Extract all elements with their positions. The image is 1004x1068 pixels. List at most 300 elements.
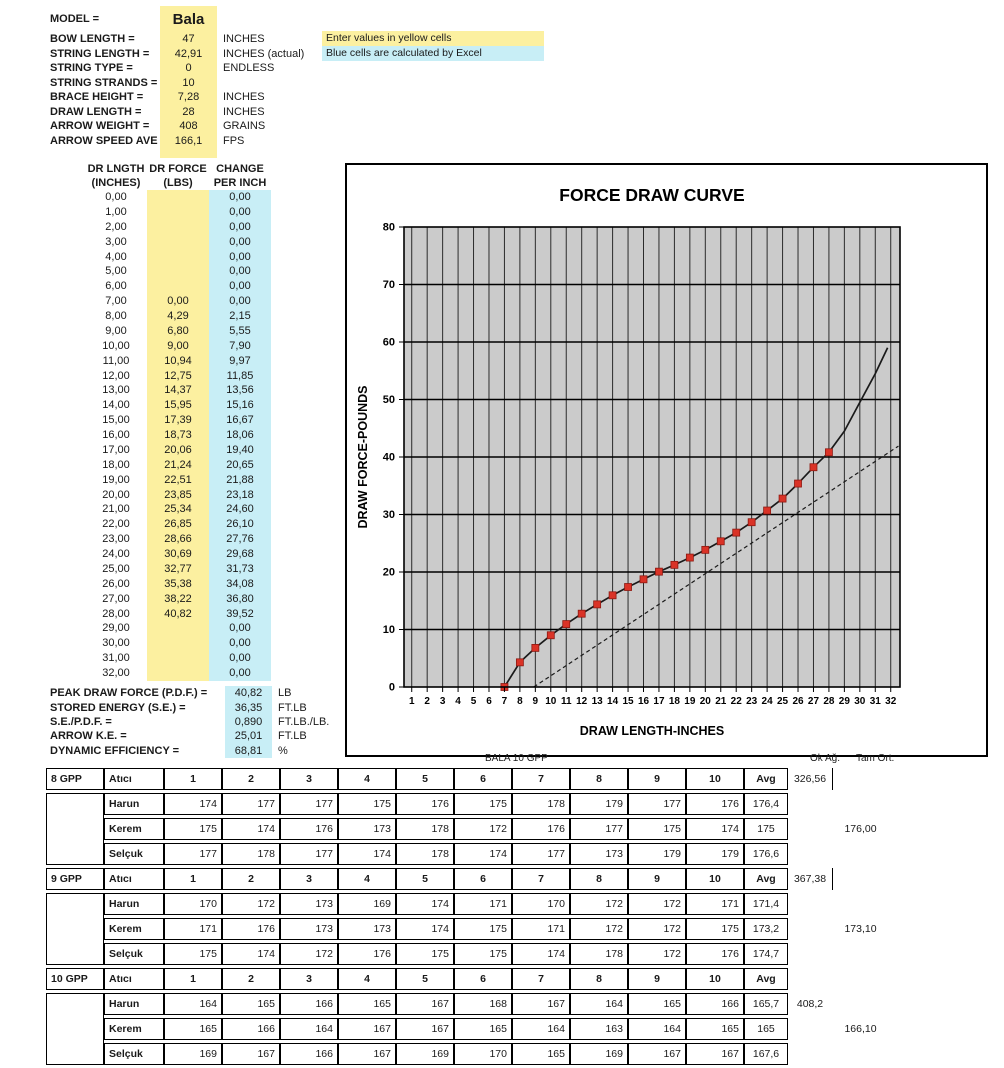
x-tick-label: 13 <box>591 696 603 707</box>
draw-force-cell[interactable] <box>147 621 209 636</box>
score-cell: 175 <box>686 918 744 940</box>
y-axis-title: DRAW FORCE-POUNDS <box>356 385 370 529</box>
shooter-row <box>46 993 889 1015</box>
change-per-inch-cell: 2,15 <box>209 309 271 324</box>
tam-ort-value-cell <box>832 793 889 815</box>
summary-row <box>50 686 329 700</box>
summary-unit: FT.LB <box>278 730 307 743</box>
change-per-inch-cell: 16,67 <box>209 413 271 428</box>
change-per-inch-cell: 0,00 <box>209 279 271 294</box>
avg-value-cell: 176,6 <box>744 843 788 865</box>
x-tick-label: 4 <box>455 696 461 707</box>
y-tick-label: 30 <box>382 509 395 521</box>
x-tick-label: 26 <box>792 696 804 707</box>
draw-length-cell: 0,00 <box>105 191 127 203</box>
y-tick-label: 70 <box>382 279 395 291</box>
shooter-name-cell: Harun <box>104 993 164 1015</box>
param-value-cell <box>160 148 217 158</box>
y-tick-label: 10 <box>382 624 395 636</box>
x-tick-label: 15 <box>622 696 634 707</box>
draw-force-cell[interactable]: 23,85 <box>147 488 209 503</box>
force-draw-chart <box>345 163 988 757</box>
draw-length-cell: 25,00 <box>102 562 130 575</box>
draw-force-cell[interactable]: 4,29 <box>147 309 209 324</box>
score-cell: 175 <box>454 793 512 815</box>
shot-number-header-cell: 9 <box>628 768 686 790</box>
force-table-body <box>85 190 271 681</box>
score-cell: 179 <box>628 843 686 865</box>
score-cell: 170 <box>512 893 570 915</box>
gpp-label-cell: 8 GPP <box>46 768 104 790</box>
change-per-inch-cell: 9,97 <box>209 354 271 369</box>
draw-force-cell[interactable] <box>147 190 209 205</box>
force-table-header-line1 <box>85 163 271 177</box>
force-col-header: DR FORCE <box>149 163 207 175</box>
data-point-marker <box>733 529 740 536</box>
change-per-inch-cell: 0,00 <box>209 205 271 220</box>
avg-value-cell: 167,6 <box>744 1043 788 1065</box>
shot-number-header-cell: 5 <box>396 968 454 990</box>
param-label: ARROW WEIGHT = <box>50 120 150 133</box>
score-cell: 165 <box>338 993 396 1015</box>
shot-number-header-cell: 5 <box>396 768 454 790</box>
draw-length-cell: 2,00 <box>105 220 127 233</box>
ok-ag-value-cell <box>788 893 832 915</box>
shooter-row <box>46 843 889 865</box>
score-cell: 171 <box>454 893 512 915</box>
draw-length-cell: 1,00 <box>105 205 127 218</box>
param-label: ARROW SPEED AVE <box>50 134 158 147</box>
score-cell: 177 <box>280 793 338 815</box>
change-per-inch-cell: 0,00 <box>209 250 271 265</box>
x-tick-label: 31 <box>869 696 881 707</box>
draw-length-cell: 21,00 <box>102 503 130 516</box>
draw-force-cell[interactable] <box>147 235 209 250</box>
param-value-cell[interactable]: 42,91 <box>160 47 217 62</box>
draw-force-cell[interactable] <box>147 205 209 220</box>
force-table-header-line2 <box>85 177 271 191</box>
score-cell: 174 <box>396 918 454 940</box>
shooter-name-cell: Harun <box>104 893 164 915</box>
score-cell: 165 <box>512 1043 570 1065</box>
score-cell: 177 <box>164 843 222 865</box>
force-col-header: CHANGE <box>216 163 264 175</box>
avg-value-cell: 171,4 <box>744 893 788 915</box>
change-per-inch-cell: 36,80 <box>209 592 271 607</box>
draw-force-cell[interactable]: 25,34 <box>147 502 209 517</box>
score-cell: 170 <box>164 893 222 915</box>
ok-ag-value-cell: 367,38 <box>793 873 827 885</box>
score-cell: 172 <box>280 943 338 965</box>
change-per-inch-cell: 0,00 <box>209 264 271 279</box>
draw-length-cell: 32,00 <box>102 667 130 679</box>
x-tick-label: 20 <box>699 696 711 707</box>
summary-value-cell: 25,01 <box>225 729 272 743</box>
shot-number-header-cell: 4 <box>338 868 396 890</box>
data-point-marker <box>702 546 709 553</box>
draw-length-cell: 31,00 <box>102 652 130 665</box>
shooter-name-cell: Kerem <box>104 1018 164 1040</box>
param-row <box>50 90 304 105</box>
change-per-inch-cell: 7,90 <box>209 339 271 354</box>
score-cell: 175 <box>164 943 222 965</box>
gpp-span-cell <box>46 793 104 865</box>
draw-force-cell[interactable]: 15,95 <box>147 398 209 413</box>
param-unit: INCHES <box>223 91 265 104</box>
ok-ag-value-cell <box>788 818 832 840</box>
shot-number-header-cell: 10 <box>686 968 744 990</box>
param-unit: INCHES (actual) <box>223 47 305 60</box>
summary-label: S.E./P.D.F. = <box>50 715 112 728</box>
x-tick-label: 21 <box>715 696 727 707</box>
shot-number-header-cell: 4 <box>338 968 396 990</box>
draw-force-cell[interactable]: 6,80 <box>147 324 209 339</box>
x-tick-label: 28 <box>823 696 835 707</box>
draw-force-cell[interactable]: 18,73 <box>147 428 209 443</box>
score-cell: 175 <box>338 793 396 815</box>
draw-force-cell[interactable]: 20,06 <box>147 443 209 458</box>
tam-ort-value-cell <box>832 1043 889 1065</box>
draw-length-cell: 10,00 <box>102 339 130 352</box>
draw-force-cell[interactable]: 28,66 <box>147 532 209 547</box>
score-cell: 165 <box>222 993 280 1015</box>
score-cell: 173 <box>280 893 338 915</box>
section-header-row <box>46 768 889 790</box>
draw-length-cell: 20,00 <box>102 488 130 501</box>
score-cell: 177 <box>512 843 570 865</box>
summary-label: STORED ENERGY (S.E.) = <box>50 701 186 714</box>
param-label: DRAW LENGTH = <box>50 105 142 118</box>
y-tick-label: 0 <box>388 681 395 694</box>
data-point-marker <box>717 538 724 545</box>
draw-force-cell[interactable]: 10,94 <box>147 354 209 369</box>
param-label: STRING STRANDS = <box>50 76 158 89</box>
score-cell: 178 <box>570 943 628 965</box>
draw-length-cell: 6,00 <box>105 280 127 293</box>
score-cell: 169 <box>164 1043 222 1065</box>
score-cell: 165 <box>164 1018 222 1040</box>
shooter-row <box>46 893 889 915</box>
score-cell: 177 <box>628 793 686 815</box>
param-value-cell[interactable]: 47 <box>160 32 217 47</box>
score-cell: 167 <box>338 1018 396 1040</box>
change-per-inch-cell: 21,88 <box>209 473 271 488</box>
draw-length-cell: 13,00 <box>102 384 130 397</box>
score-cell: 167 <box>396 993 454 1015</box>
shot-number-header-cell: 10 <box>686 768 744 790</box>
shooting-results-table <box>46 765 889 1068</box>
shot-number-header-cell: 9 <box>628 868 686 890</box>
change-per-inch-cell: 0,00 <box>209 651 271 666</box>
param-row <box>50 61 304 76</box>
x-tick-label: 32 <box>885 696 897 707</box>
x-tick-label: 29 <box>838 696 850 707</box>
param-value-cell[interactable]: Bala <box>160 6 217 32</box>
score-cell: 178 <box>512 793 570 815</box>
draw-length-cell: 29,00 <box>102 622 130 635</box>
draw-length-cell: 14,00 <box>102 399 130 412</box>
draw-length-cell: 26,00 <box>102 577 130 590</box>
y-tick-label: 40 <box>382 451 395 464</box>
x-tick-label: 12 <box>576 696 588 707</box>
avg-header-cell: Avg <box>744 868 788 890</box>
param-row <box>50 76 304 91</box>
x-tick-label: 16 <box>637 696 650 707</box>
data-point-marker <box>748 519 755 526</box>
tam-ort-cell <box>832 968 889 990</box>
param-row <box>50 6 304 32</box>
summary-unit: FT.LB <box>278 701 307 714</box>
score-cell: 172 <box>222 893 280 915</box>
shot-number-header-cell: 10 <box>686 868 744 890</box>
draw-force-cell[interactable] <box>147 636 209 651</box>
score-cell: 172 <box>570 918 628 940</box>
score-cell: 173 <box>570 843 628 865</box>
y-tick-label: 80 <box>382 221 395 234</box>
summary-label: PEAK DRAW FORCE (P.D.F.) = <box>50 687 208 700</box>
shooter-header-cell: Atıcı <box>104 768 164 790</box>
score-cell: 165 <box>628 993 686 1015</box>
shot-number-header-cell: 3 <box>280 968 338 990</box>
change-per-inch-cell: 13,56 <box>209 383 271 398</box>
summary-label: ARROW K.E. = <box>50 730 127 743</box>
score-cell: 174 <box>454 843 512 865</box>
score-cell: 175 <box>454 943 512 965</box>
score-cell: 172 <box>570 893 628 915</box>
draw-force-cell[interactable]: 38,22 <box>147 592 209 607</box>
score-cell: 164 <box>164 993 222 1015</box>
score-cell: 176 <box>338 943 396 965</box>
change-per-inch-cell: 39,52 <box>209 607 271 622</box>
param-label: STRING LENGTH = <box>50 47 150 60</box>
param-value-cell[interactable]: 166,1 <box>160 134 217 149</box>
score-cell: 179 <box>570 793 628 815</box>
force-col-header: DR LNGTH <box>87 163 145 175</box>
draw-length-cell: 16,00 <box>102 429 130 441</box>
shooter-row <box>46 818 889 840</box>
param-value-cell[interactable]: 7,28 <box>160 90 217 105</box>
change-per-inch-cell: 27,76 <box>209 532 271 547</box>
shooter-row <box>46 1043 889 1065</box>
x-tick-label: 24 <box>761 696 773 707</box>
data-point-marker <box>825 449 832 456</box>
change-per-inch-cell: 0,00 <box>209 220 271 235</box>
ok-ag-value-cell: 408,2 <box>796 998 824 1010</box>
x-tick-label: 2 <box>424 696 430 707</box>
param-row <box>50 32 304 47</box>
y-tick-label: 50 <box>382 394 395 406</box>
ok-ag-value-cell <box>788 793 832 815</box>
shot-number-header-cell: 2 <box>222 868 280 890</box>
results-caption: BALA 10 GPP <box>485 753 548 764</box>
change-per-inch-cell: 18,06 <box>209 428 271 443</box>
y-tick-label: 20 <box>382 566 395 579</box>
avg-value-cell: 176,4 <box>744 793 788 815</box>
change-per-inch-cell: 29,68 <box>209 547 271 562</box>
score-cell: 174 <box>512 943 570 965</box>
change-per-inch-cell: 0,00 <box>209 294 271 309</box>
draw-length-cell: 17,00 <box>102 443 130 456</box>
score-cell: 173 <box>338 918 396 940</box>
draw-force-cell[interactable]: 14,37 <box>147 383 209 398</box>
score-cell: 165 <box>454 1018 512 1040</box>
param-value-cell[interactable]: 10 <box>160 76 217 91</box>
score-cell: 177 <box>280 843 338 865</box>
data-point-marker <box>532 644 539 651</box>
score-cell: 174 <box>396 893 454 915</box>
x-tick-label: 23 <box>746 696 758 707</box>
force-draw-curve-svg <box>347 165 986 755</box>
yellow-cells-note: Enter values in yellow cells <box>322 31 544 46</box>
summary-label: DYNAMIC EFFICIENCY = <box>50 744 180 757</box>
draw-force-cell[interactable]: 0,00 <box>147 294 209 309</box>
data-point-marker <box>578 610 585 617</box>
x-tick-label: 10 <box>545 696 557 707</box>
score-cell: 169 <box>570 1043 628 1065</box>
x-tick-label: 9 <box>532 696 539 707</box>
score-cell: 176 <box>686 943 744 965</box>
draw-force-cell[interactable]: 9,00 <box>147 339 209 354</box>
shooter-name-cell: Harun <box>104 793 164 815</box>
y-tick-label: 60 <box>382 336 395 349</box>
tam-ort-value-cell <box>832 893 889 915</box>
draw-length-cell: 7,00 <box>105 295 127 308</box>
shooter-row <box>46 943 889 965</box>
force-col-subheader: PER INCH <box>213 176 267 189</box>
draw-force-cell[interactable]: 40,82 <box>147 607 209 622</box>
param-label: STRING TYPE = <box>50 62 133 75</box>
draw-force-cell[interactable]: 35,38 <box>147 577 209 592</box>
score-cell: 173 <box>338 818 396 840</box>
change-per-inch-cell: 31,73 <box>209 562 271 577</box>
draw-force-cell[interactable] <box>147 279 209 294</box>
draw-force-cell[interactable]: 17,39 <box>147 413 209 428</box>
score-cell: 178 <box>396 843 454 865</box>
bow-parameters-block <box>50 6 304 158</box>
shot-number-header-cell: 1 <box>164 768 222 790</box>
draw-force-cell[interactable] <box>147 651 209 666</box>
change-per-inch-cell: 19,40 <box>209 443 271 458</box>
draw-force-cell[interactable] <box>147 220 209 235</box>
draw-length-cell: 12,00 <box>102 369 130 382</box>
param-value-cell[interactable]: 0 <box>160 61 217 76</box>
shooter-header-cell: Atıcı <box>104 968 164 990</box>
blue-cells-note: Blue cells are calculated by Excel <box>322 46 544 61</box>
score-cell: 170 <box>454 1043 512 1065</box>
data-point-marker <box>810 464 817 471</box>
data-point-marker <box>516 659 523 666</box>
shot-number-header-cell: 2 <box>222 768 280 790</box>
score-cell: 172 <box>628 943 686 965</box>
draw-force-cell[interactable]: 21,24 <box>147 458 209 473</box>
change-per-inch-cell: 11,85 <box>209 369 271 384</box>
shot-number-header-cell: 5 <box>396 868 454 890</box>
shot-number-header-cell: 4 <box>338 768 396 790</box>
chart-title: FORCE DRAW CURVE <box>559 185 745 205</box>
param-row <box>50 148 304 158</box>
score-cell: 173 <box>280 918 338 940</box>
score-cell: 171 <box>686 893 744 915</box>
draw-force-cell[interactable] <box>147 666 209 681</box>
draw-force-cell[interactable] <box>147 250 209 265</box>
draw-force-cell[interactable] <box>147 264 209 279</box>
data-point-marker <box>625 584 632 591</box>
param-label: BRACE HEIGHT = <box>50 91 144 104</box>
score-cell: 167 <box>512 993 570 1015</box>
score-cell: 176 <box>396 793 454 815</box>
shooter-row <box>46 793 889 815</box>
data-point-marker <box>795 480 802 487</box>
score-cell: 174 <box>164 793 222 815</box>
score-cell: 176 <box>512 818 570 840</box>
draw-length-cell: 22,00 <box>102 518 130 531</box>
x-tick-label: 7 <box>501 696 508 707</box>
data-point-marker <box>764 507 771 514</box>
shooter-name-cell: Selçuk <box>104 943 164 965</box>
draw-length-cell: 15,00 <box>102 414 130 427</box>
x-tick-label: 11 <box>560 696 572 707</box>
score-cell: 167 <box>628 1043 686 1065</box>
score-cell: 177 <box>222 793 280 815</box>
tam-ort-value-cell <box>832 943 889 965</box>
draw-force-cell[interactable]: 12,75 <box>147 369 209 384</box>
param-row <box>50 119 304 134</box>
param-label: MODEL = <box>50 13 100 25</box>
param-value-cell[interactable]: 408 <box>160 119 217 134</box>
x-tick-label: 27 <box>807 696 820 707</box>
x-axis-title: DRAW LENGTH-INCHES <box>579 724 725 738</box>
data-point-marker <box>594 601 601 608</box>
shooter-row <box>46 1018 889 1040</box>
draw-force-cell[interactable]: 32,77 <box>147 562 209 577</box>
data-point-marker <box>779 495 786 502</box>
tam-ort-column-label: Tam Ort. <box>856 753 895 764</box>
shooter-name-cell: Kerem <box>104 918 164 940</box>
draw-length-cell: 24,00 <box>102 548 130 560</box>
change-per-inch-cell: 23,18 <box>209 488 271 503</box>
draw-force-cell[interactable]: 22,51 <box>147 473 209 488</box>
score-cell: 174 <box>222 818 280 840</box>
shot-number-header-cell: 8 <box>570 768 628 790</box>
score-cell: 176 <box>222 918 280 940</box>
draw-force-cell[interactable]: 26,85 <box>147 517 209 532</box>
param-label: BOW LENGTH = <box>50 33 135 46</box>
tam-ort-cell <box>832 868 889 890</box>
param-value-cell[interactable]: 28 <box>160 105 217 120</box>
score-cell: 174 <box>338 843 396 865</box>
param-unit: ENDLESS <box>223 62 275 75</box>
param-unit: GRAINS <box>223 120 266 133</box>
shot-number-header-cell: 1 <box>164 968 222 990</box>
change-per-inch-cell: 0,00 <box>209 621 271 636</box>
draw-length-cell: 3,00 <box>105 235 127 248</box>
draw-length-cell: 11,00 <box>102 354 130 367</box>
gpp-span-cell <box>46 993 104 1065</box>
x-tick-label: 30 <box>854 696 866 707</box>
tam-ort-value-cell <box>832 993 889 1015</box>
score-cell: 167 <box>686 1043 744 1065</box>
summary-row <box>50 729 329 743</box>
draw-force-cell[interactable]: 30,69 <box>147 547 209 562</box>
score-cell: 177 <box>570 818 628 840</box>
score-cell: 167 <box>338 1043 396 1065</box>
score-cell: 164 <box>280 1018 338 1040</box>
score-cell: 175 <box>628 818 686 840</box>
ok-ag-column-label: Ok Ağ. <box>810 753 841 764</box>
shot-number-header-cell: 3 <box>280 768 338 790</box>
change-per-inch-cell: 0,00 <box>209 666 271 681</box>
draw-length-cell: 9,00 <box>105 324 127 337</box>
